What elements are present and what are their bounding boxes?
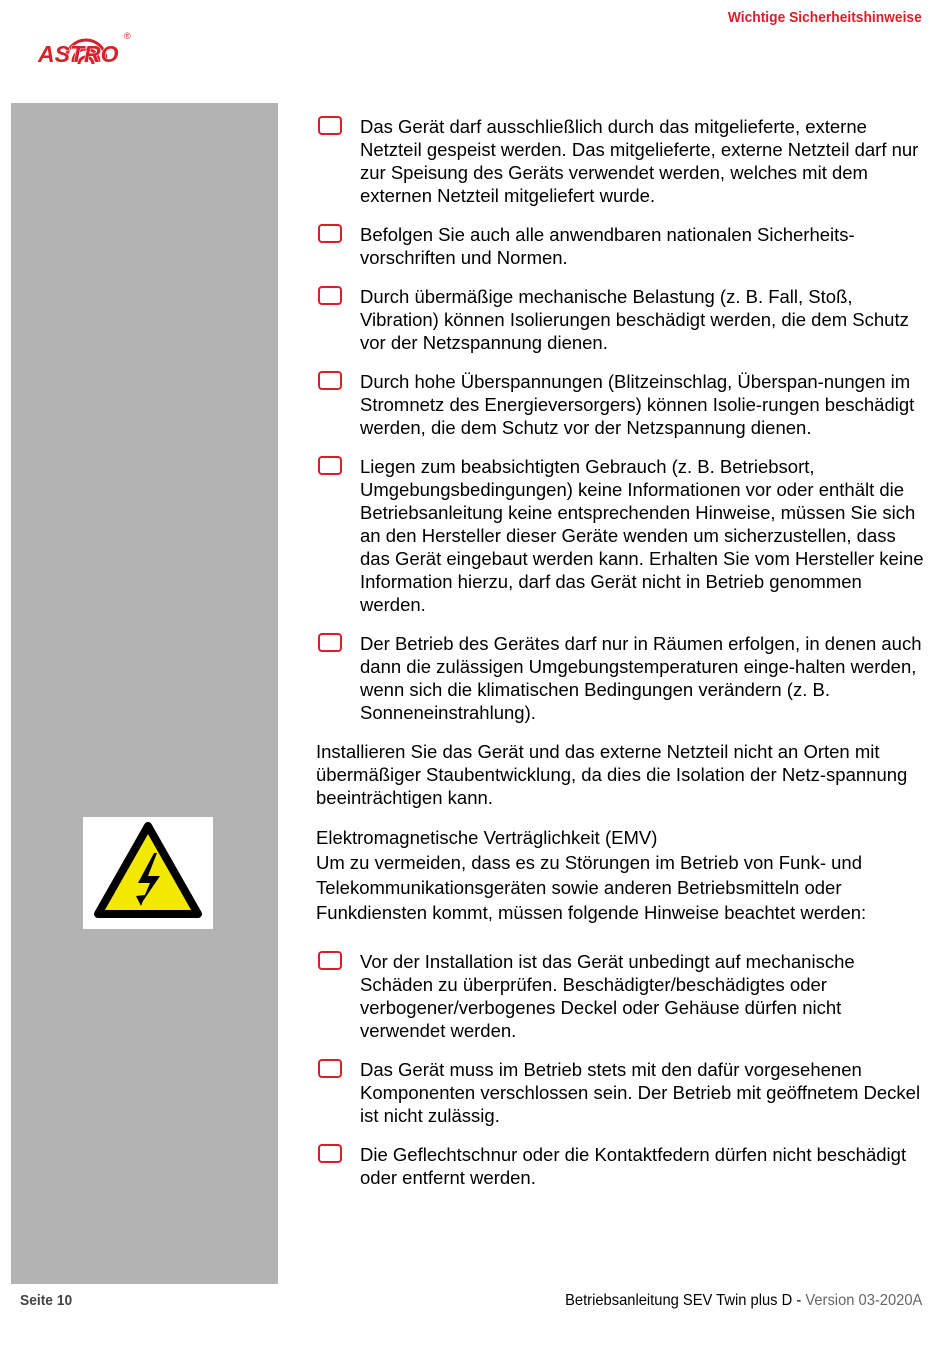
checkbox-icon	[318, 1059, 342, 1078]
checkbox-icon	[318, 371, 342, 390]
list-item: Das Gerät muss im Betrieb stets mit den dafür vorgesehenen Komponenten verschlossen sein. Der Betrieb mit geöffnetem Deckel ist nicht zulässig.	[316, 1058, 926, 1127]
install-paragraph: Installieren Sie das Gerät und das externe Netzteil nicht an Orten mit übermäßiger Staubentwicklung, da dies die Isolation der Netz-spannung beeinträchtigen kann.	[316, 741, 908, 808]
page-header-title: Wichtige Sicherheitshinweise	[728, 9, 922, 26]
high-voltage-warning-icon	[83, 817, 213, 929]
list-item: Befolgen Sie auch alle anwendbaren nationalen Sicherheits-vorschriften und Normen.	[316, 223, 926, 269]
emv-text: Um zu vermeiden, dass es zu Störungen im Betrieb von Funk- und Telekommunikationsgeräten sowie anderen Betriebsmitteln oder Funkdiensten kommt, müssen folgende Hinweise beachtet werden:	[316, 852, 867, 923]
emv-heading: Elektromagnetische Verträglichkeit (EMV)	[316, 827, 658, 848]
checkbox-icon	[318, 456, 342, 475]
list-item: Durch übermäßige mechanische Belastung (z. B. Fall, Stoß, Vibration) können Isolierungen beschädigt werden, die dem Schutz vor der Netzspannung dienen.	[316, 285, 926, 354]
doc-version: Version 03-2020A	[804, 1292, 922, 1309]
svg-text:ASTRO: ASTRO	[38, 41, 119, 67]
page-number: Seite 10	[20, 1292, 73, 1309]
emv-section	[316, 825, 926, 925]
svg-text:®: ®	[124, 31, 131, 41]
checkbox-icon	[318, 286, 342, 305]
checkbox-icon	[318, 1144, 342, 1163]
checkbox-icon	[318, 224, 342, 243]
astro-logo-icon	[36, 20, 136, 80]
list-item: Vor der Installation ist das Gerät unbedingt auf mechanische Schäden zu überprüfen. Beschädigter/beschädigtes oder verbogener/verbogenes Deckel oder Gehäuse dürfen nicht verwendet werden.	[316, 950, 926, 1042]
astro-logo	[36, 20, 136, 80]
list-item: Durch hohe Überspannungen (Blitzeinschlag, Überspan-nungen im Stromnetz des Energieversorgers) können Isolie-rungen beschädigt werden, die dem Schutz vor der Netzspannung dienen.	[316, 370, 926, 439]
main-content	[316, 115, 926, 1205]
checkbox-icon	[318, 116, 342, 135]
checkbox-icon	[318, 951, 342, 970]
list-item: Die Geflechtschnur oder die Kontaktfedern dürfen nicht beschädigt oder entfernt werden.	[316, 1143, 926, 1189]
warning-sign-panel	[83, 817, 213, 929]
list-item: Der Betrieb des Gerätes darf nur in Räumen erfolgen, in denen auch dann die zulässigen Umgebungstemperaturen einge-halten werden, wenn sich die klimatischen Bedingungen verändern (z. B. Sonneneinstrahlung).	[316, 632, 926, 724]
checkbox-icon	[318, 633, 342, 652]
list-item: Liegen zum beabsichtigten Gebrauch (z. B. Betriebsort, Umgebungsbedingungen) keine Informationen vor oder enthält die Betriebsanleitung keine entsprechenden Hinweise, müssen Sie sich an den Hersteller dieser Geräte wenden um sicherzustellen, dass das Gerät eingebaut werden kann. Erhalten Sie vom Hersteller keine Information hierzu, darf das Gerät nicht in Betrieb genommen werden.	[316, 455, 926, 616]
doc-title: Betriebsanleitung SEV Twin plus D -	[564, 1292, 805, 1309]
left-sidebar	[11, 103, 278, 1284]
footer-document-title	[565, 1292, 922, 1310]
list-item: Das Gerät darf ausschließlich durch das mitgelieferte, externe Netzteil gespeist werden. Das mitgelieferte, externe Netzteil darf nur zur Speisung des Geräts verwendet werden, welches mit dem externen Netzteil mitgeliefert wurde.	[316, 115, 926, 207]
